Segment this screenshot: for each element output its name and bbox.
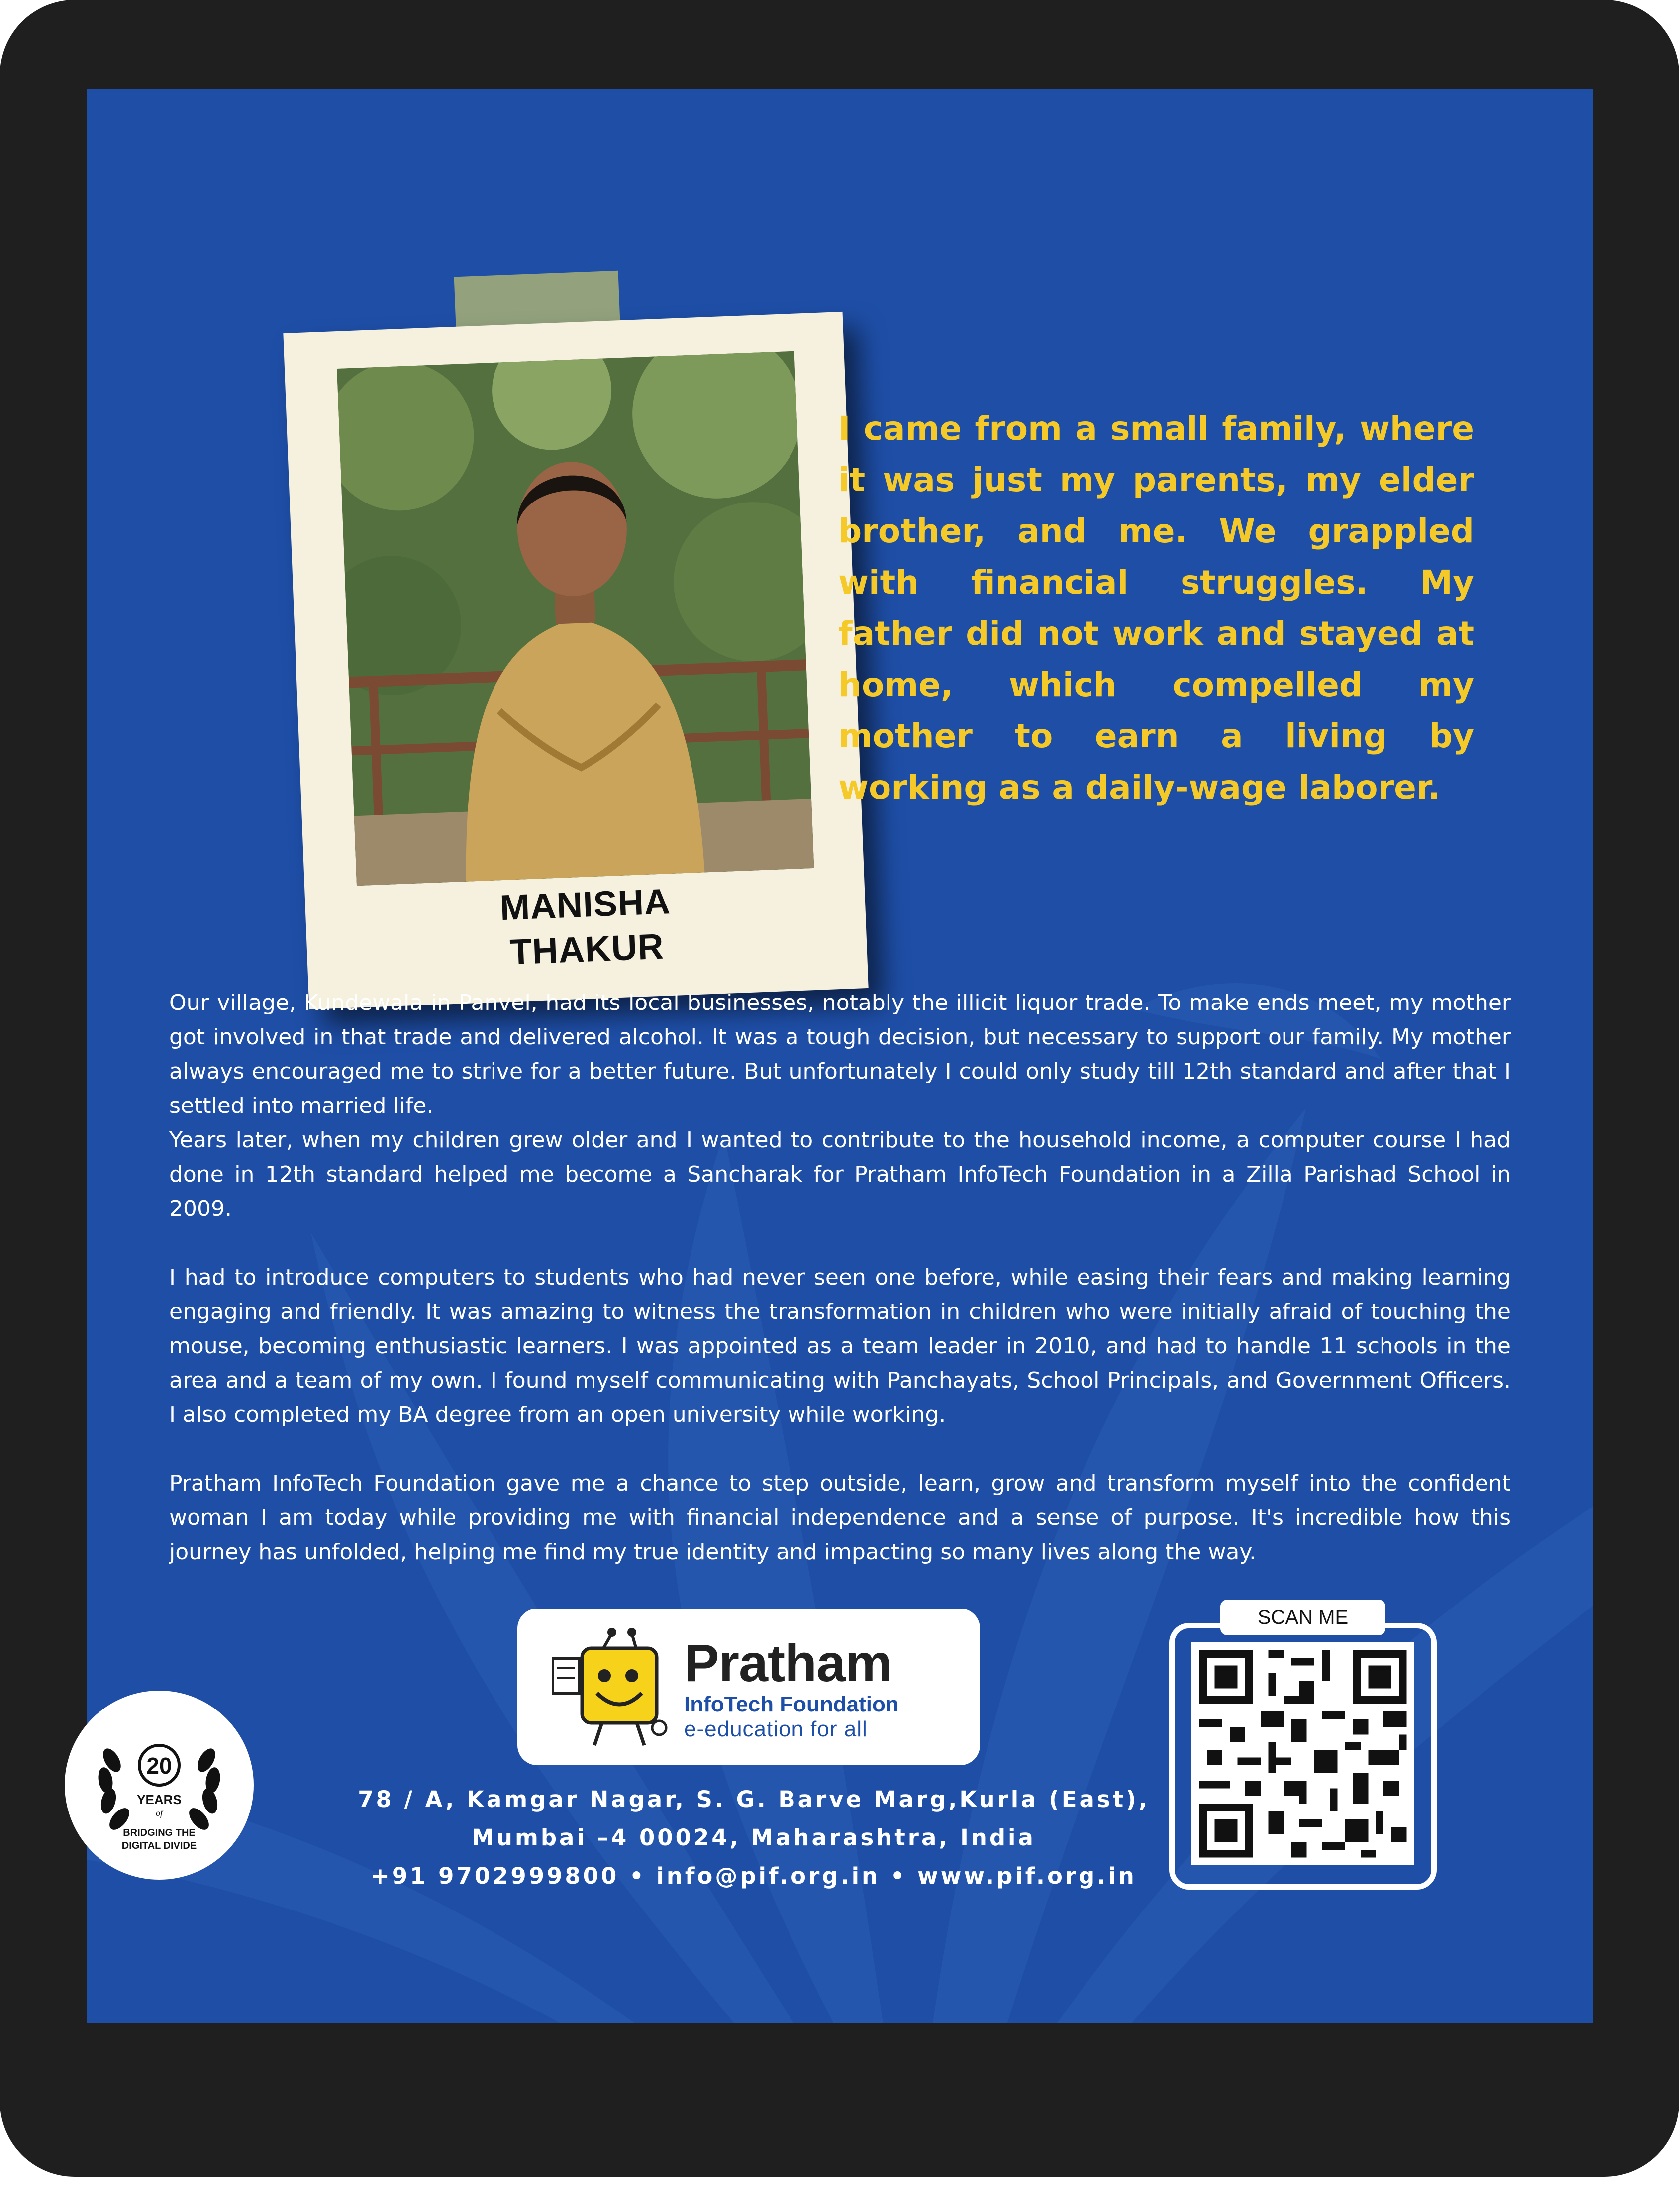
person-first-name: MANISHA xyxy=(499,882,672,928)
website-link[interactable]: www.pif.org.in xyxy=(917,1863,1137,1889)
badge-years: YEARS xyxy=(137,1792,182,1807)
story-paragraph: I had to introduce computers to students who had never seen one before, while easing their fears and making learning engaging and friendly. It was amazing to witness the transformation in children who were initially afraid of touching the mouse, becoming enthusiastic learners. I was appointed as a team leader in 2010, and had to handle 11 schools in the area and a team of my own. I found myself communicating with Panchayats, School Principals, and Government Officers. I also completed my BA degree from an open university while working. xyxy=(169,1265,1511,1427)
badge-of: of xyxy=(155,1808,163,1818)
qr-code[interactable] xyxy=(1191,1642,1414,1865)
pull-quote: I came from a small family, where it was just my parents, my elder brother, and me. We grappled with financial struggles. My father did not work and stayed at home, which compelled my mother to earn a living by working as a daily-wage laborer. xyxy=(838,409,1474,806)
email-link[interactable]: info@pif.org.in xyxy=(656,1863,881,1889)
phone-number: +91 9702999800 xyxy=(371,1863,619,1889)
pratham-logo xyxy=(517,1609,980,1765)
logo-title: Pratham xyxy=(684,1634,892,1693)
story-paragraph: Pratham InfoTech Foundation gave me a chance to step outside, learn, grow and transform myself into the confident woman I am today while providing me with financial independence and a sense of purpose. It's incredible how this journey has unfolded, helping me find my true identity and impacting so many lives along the way. xyxy=(169,1471,1511,1565)
anniversary-badge xyxy=(65,1691,254,1880)
badge-line2: DIGITAL DIVIDE xyxy=(121,1840,197,1851)
contact-address xyxy=(308,1780,1199,1895)
logo-subtitle: InfoTech Foundation xyxy=(684,1692,899,1716)
story-paragraph: Years later, when my children grew older and I wanted to contribute to the household income, a computer course I had done in 12th standard helped me become a Sancharak for Pratham InfoTech Foundation in a Zilla Parishad School in 2009. xyxy=(169,1127,1511,1221)
pratham-mascot-icon xyxy=(552,1623,682,1753)
story-paragraph: Our village, Kundewala in Panvel, had its local businesses, notably the illicit liquor trade. To make ends meet, my mother got involved in that trade and delivered alcohol. It was a tough decision, but necessary to support our family. My mother always encouraged me to strive for a better future. But unfortunately I could only study till 12th standard and after that I settled into married life. xyxy=(169,990,1511,1118)
qr-label: SCAN ME xyxy=(1220,1600,1385,1635)
address-line-1: 78 / A, Kamgar Nagar, S. G. Barve Marg,Kurla (East), xyxy=(358,1786,1150,1812)
portrait-photo xyxy=(337,351,814,886)
polaroid-card xyxy=(283,312,868,1009)
badge-number: 20 xyxy=(146,1753,172,1779)
separator: • xyxy=(629,1863,646,1889)
badge-line1: BRIDGING THE xyxy=(123,1827,196,1838)
logo-tagline: e-education for all xyxy=(684,1717,868,1741)
contact-line xyxy=(308,1857,1199,1895)
story-body xyxy=(169,986,1511,1569)
separator: • xyxy=(890,1863,907,1889)
address-line-2: Mumbai –4 00024, Maharashtra, India xyxy=(472,1824,1036,1851)
person-last-name: THAKUR xyxy=(509,926,665,973)
